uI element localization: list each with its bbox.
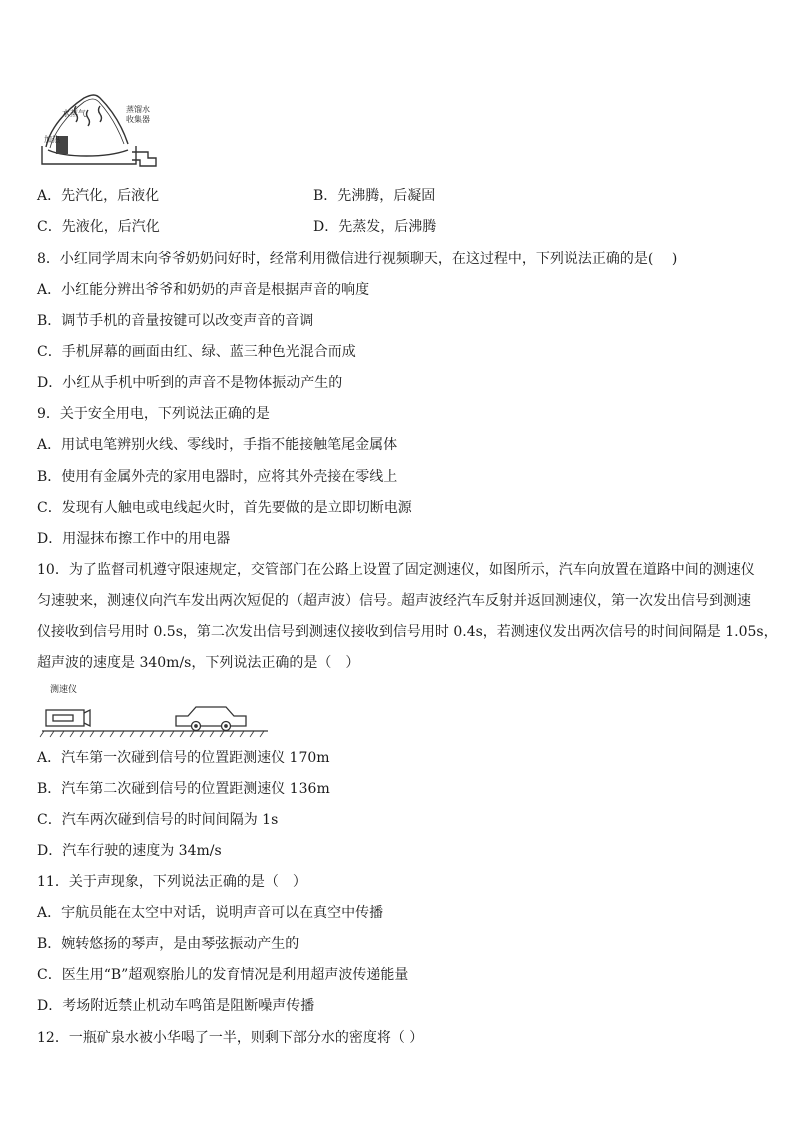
q10-stem-line-3: 仪接收到信号用时 0.5s，第二次发出信号到测速仪接收到信号用时 0.4s，若测速仪发出两次信号的时间间隔是 1.05s， xyxy=(37,624,778,640)
q7-option-c: C．先液化，后汽化 xyxy=(37,219,160,235)
q8-option-a: A．小红能分辨出爷爷和奶奶的声音是根据声音的响度 xyxy=(37,282,370,298)
q9-option-c: C．发现有人触电或电线起火时，首先要做的是立即切断电源 xyxy=(37,500,412,516)
q10-stem-line-2: 匀速驶来，测速仪向汽车发出两次短促的（超声波）信号。超声波经汽车反射并返回测速仪，第一次发出信号到测速 xyxy=(37,593,751,609)
q8-stem: 8．小红同学周末向爷爷奶奶问好时，经常利用微信进行视频聊天，在这过程中，下列说法正确的是( ) xyxy=(37,251,678,267)
q7-option-a: A．先汽化，后液化 xyxy=(37,188,160,204)
q8-option-c: C．手机屏幕的画面由红、绿、蓝三种色光混合而成 xyxy=(37,344,356,360)
collector-label-2: 收集器 xyxy=(126,115,150,124)
heat-label: 加热 xyxy=(44,135,60,144)
q11-option-b: B．婉转悠扬的琴声，是由琴弦振动产生的 xyxy=(37,936,300,952)
q9-stem: 9．关于安全用电，下列说法正确的是 xyxy=(37,406,270,422)
q7-option-b: B．先沸腾，后凝固 xyxy=(313,188,436,204)
q11-option-a: A．宇航员能在太空中对话，说明声音可以在真空中传播 xyxy=(37,905,384,921)
collector-label-1: 蒸馏水 xyxy=(126,105,150,114)
distillation-figure xyxy=(36,92,166,174)
q10-stem-line-4: 超声波的速度是 340m/s，下列说法正确的是（ ） xyxy=(37,655,360,671)
q11-option-c: C．医生用“B”超观察胎儿的发育情况是利用超声波传递能量 xyxy=(37,967,409,983)
q10-stem-line-1: 10．为了监督司机遵守限速规定，交管部门在公路上设置了固定测速仪，如图所示，汽车向放置在道路中间的测速仪 xyxy=(37,562,755,578)
q10-option-b: B．汽车第二次碰到信号的位置距测速仪 136m xyxy=(37,781,330,797)
q11-option-d: D．考场附近禁止机动车鸣笛是阻断噪声传播 xyxy=(37,998,315,1014)
speed-meter-figure xyxy=(36,680,276,740)
q10-option-a: A．汽车第一次碰到信号的位置距测速仪 170m xyxy=(37,750,330,766)
q12-stem: 12．一瓶矿泉水被小华喝了一半，则剩下部分水的密度将（ ） xyxy=(37,1030,424,1046)
q7-option-d: D．先蒸发，后沸腾 xyxy=(313,219,437,235)
q9-option-a: A．用试电笔辨别火线、零线时，手指不能接触笔尾金属体 xyxy=(37,437,398,453)
q8-option-b: B．调节手机的音量按键可以改变声音的音调 xyxy=(37,313,314,329)
q11-stem: 11．关于声现象，下列说法正确的是（ ） xyxy=(37,874,307,890)
q8-option-d: D．小红从手机中听到的声音不是物体振动产生的 xyxy=(37,375,343,391)
vapor-label: 水蒸气 xyxy=(62,109,86,118)
q9-option-b: B．使用有金属外壳的家用电器时，应将其外壳接在零线上 xyxy=(37,469,398,485)
q10-option-c: C．汽车两次碰到信号的时间间隔为 1s xyxy=(37,812,279,828)
q9-option-d: D．用湿抹布擦工作中的用电器 xyxy=(37,531,231,547)
speed-meter-label: 测速仪 xyxy=(50,685,78,695)
q10-option-d: D．汽车行驶的速度为 34m/s xyxy=(37,843,222,859)
